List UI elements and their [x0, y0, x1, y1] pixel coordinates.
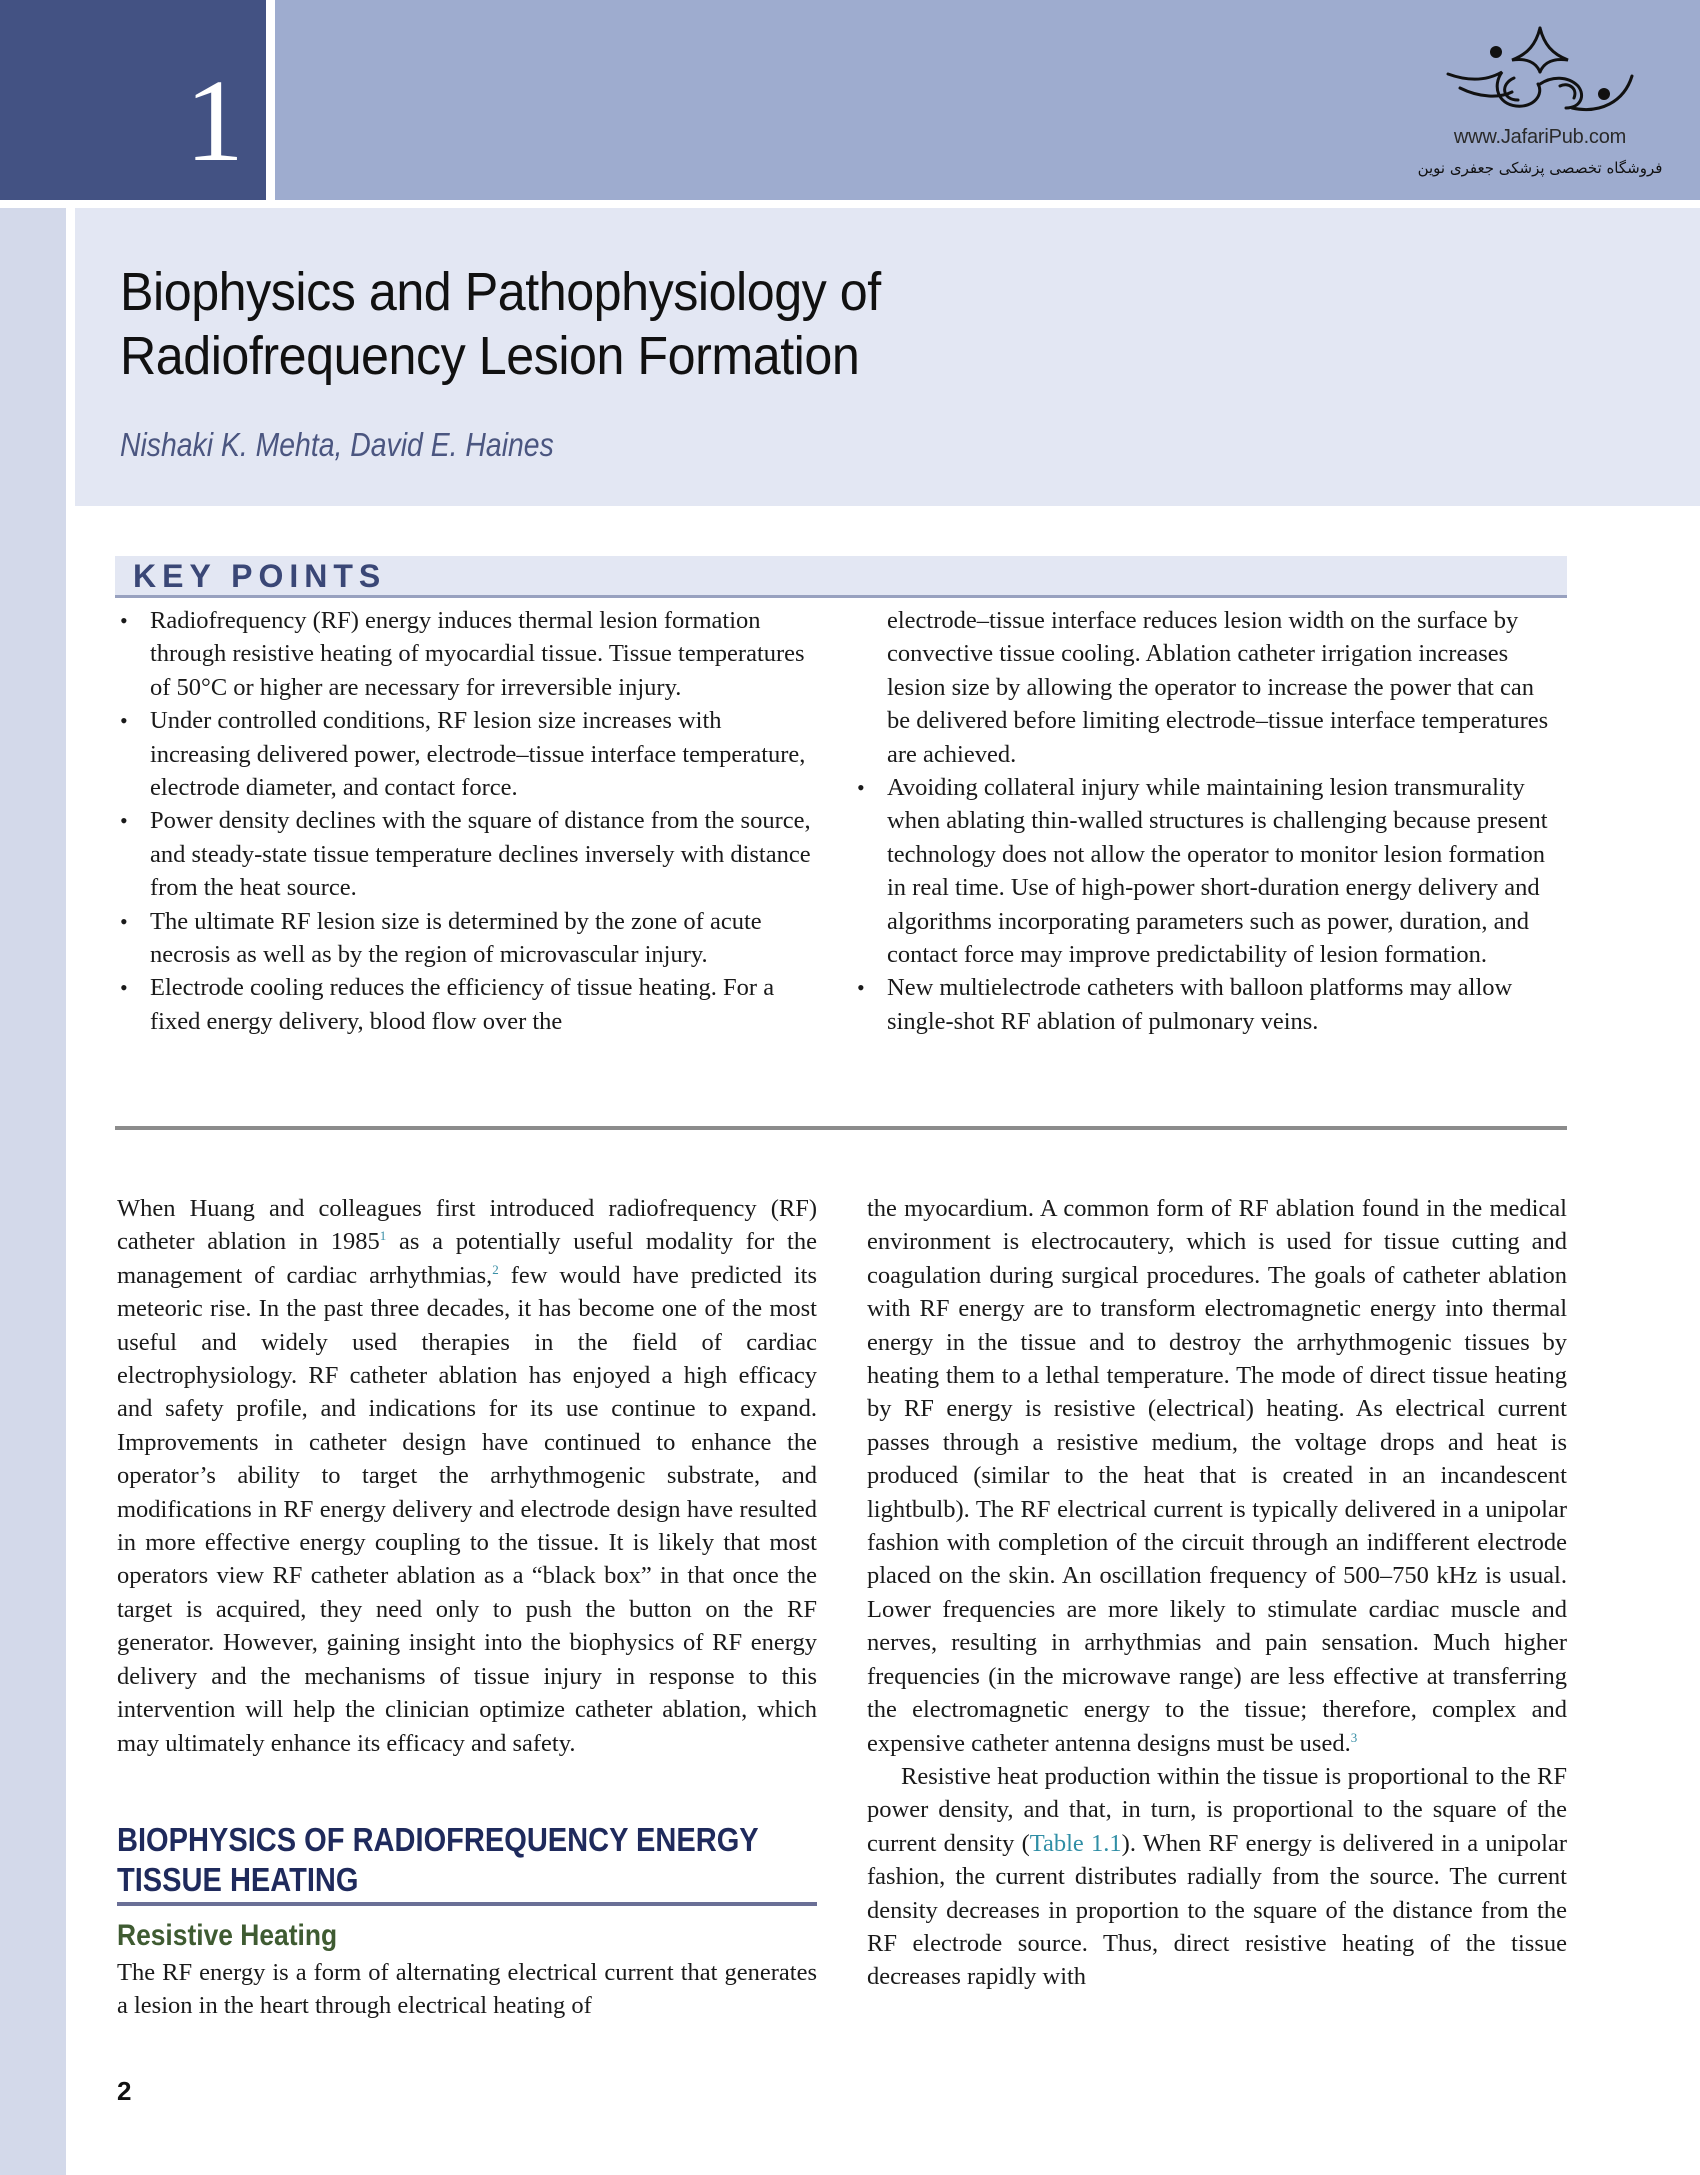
authors: Nishaki K. Mehta, David E. Haines: [120, 426, 554, 463]
chapter-title-line-1: Biophysics and Pathophysiology of: [120, 262, 881, 322]
chapter-title: [120, 260, 881, 388]
key-points-header: [115, 556, 1567, 598]
key-point-item: • Avoiding collateral injury while maintaining lesion transmurality when ablating thin-walled structures is challenging because present technology does not allow the operator to monitor lesion formation in real time. Use of high-power short-duration energy delivery and algorithms incorporating parameters such as power, duration, and contact force may improve predictability of lesion formation.: [852, 771, 1552, 971]
bullet-icon: •: [857, 975, 865, 1001]
key-points-left-column: [115, 604, 815, 1038]
key-point-item: • New multielectrode catheters with balloon platforms may allow single-shot RF ablation of pulmonary veins.: [852, 971, 1552, 1038]
chapter-number-block: [0, 0, 266, 200]
key-points-heading: KEY POINTS: [133, 558, 387, 594]
reference-link-1[interactable]: 1: [379, 1228, 387, 1244]
bullet-icon: •: [120, 608, 128, 633]
logo-tagline: فروشگاه تخصصی پزشکی جعفری نوین: [1417, 159, 1663, 177]
key-point-item: • The ultimate RF lesion size is determined by the zone of acute necrosis as well as by the region of microvascular injury.: [115, 905, 815, 972]
body-left-column: [117, 1192, 817, 2023]
power-density-paragraph: Resistive heat production within the tissue is proportional to the RF power density, and that, in turn, is proportional to the square of the current density (Table 1.1). When RF energy is delivered in a unipolar fashion, the current distributes radially from the source. The current density decreases in proportion to the square of the distance from the RF electrode source. Thus, direct resistive heating of the tissue decreases rapidly with: [867, 1762, 1567, 1991]
logo-url[interactable]: www.JafariPub.com: [1453, 126, 1627, 148]
page-number: 2: [117, 2076, 132, 2106]
key-point-item: • Power density declines with the square of distance from the source, and steady-state tissue temperature declines inversely with distance from the heat source.: [115, 804, 815, 904]
bullet-icon: •: [120, 975, 128, 1001]
chapter-number: 1: [185, 55, 244, 186]
key-points-right-column: [852, 604, 1552, 1038]
resistive-heating-paragraph-start: The RF energy is a form of alternating electrical current that generates a lesion in the heart through electrical heating of: [117, 1958, 817, 2020]
header-band: [275, 0, 1700, 200]
bullet-icon: •: [857, 775, 865, 801]
reference-link-3[interactable]: 3: [1350, 1729, 1358, 1745]
reference-link-2[interactable]: 2: [492, 1261, 499, 1277]
resistive-heating-paragraph-continued: the myocardium. A common form of RF ablation found in the medical environment is electrocautery, which is used for tissue cutting and coagulation during surgical procedures. The goals of catheter ablation with RF energy are to transform electromagnetic energy into thermal energy in the tissue and to destroy the arrhythmogenic tissues by heating them to a lethal temperature. The mode of direct tissue heating by RF energy is resistive (electrical) heating. As electrical current passes through a resistive medium, the voltage drops and heat is produced (similar to the heat that is created in an incandescent lightbulb). The RF electrical current is typically delivered in a unipolar fashion with completion of the circuit through an indifferent electrode placed on the skin. An oscillation frequency of 500–750 kHz is usual. Lower frequencies are more likely to stimulate cardiac muscle and nerves, resulting in arrhythmias and pain sensation. Much higher frequencies (in the microwave range) are less effective at transferring the electromagnetic energy to the tissue; therefore, complex and expensive catheter antenna designs must be used.$^3$: [867, 1195, 1567, 1757]
intro-paragraph: When Huang and colleagues first introduced radiofrequency (RF) catheter ablation in 1985$^1$ as a potentially useful modality for the management of cardiac arrhythmias,$^2$ few would have predicted its meteoric rise. In the past three decades, it has become one of the most useful and widely used therapies in the field of cardiac electrophysiology. RF catheter ablation has enjoyed a high efficacy and safety profile, and indications for its use continue to expand. Improvements in catheter design have continued to enhance the operator’s ability to target the arrhythmogenic substrate, and modifications in RF energy delivery and electrode design have resulted in more effective energy coupling to the tissue. It is likely that most operators view RF catheter ablation as a “black box” in that once the target is acquired, they need only to push the button on the RF generator. However, gaining insight into the biophysics of RF energy delivery and the mechanisms of tissue injury in response to this intervention will help the clinician optimize catheter ablation, which may ultimately enhance its efficacy and safety.: [117, 1195, 817, 1757]
key-points-bottom-rule: [115, 1126, 1567, 1130]
bullet-icon: •: [120, 808, 128, 834]
left-margin-strip: [0, 208, 66, 2175]
bullet-icon: •: [120, 908, 128, 934]
key-points-box: [115, 556, 1567, 1130]
key-point-continuation: electrode–tissue interface reduces lesion width on the surface by convective tissue cooling. Ablation catheter irrigation increases lesion size by allowing the operator to increase the power that can be delivered before limiting electrode–tissue interface temperatures are achieved.: [887, 607, 1549, 768]
title-panel: [75, 208, 1700, 506]
subsection-heading: Resistive Heating: [117, 1918, 338, 1952]
section-heading: BIOPHYSICS OF RADIOFREQUENCY ENERGY TISSUE HEATING: [117, 1820, 759, 1898]
jafaripub-calligraphy-logo-icon: [1440, 24, 1640, 124]
table-1-1-link[interactable]: Table 1.1: [1029, 1829, 1122, 1857]
bullet-icon: •: [120, 708, 128, 734]
section-heading-rule: [117, 1902, 817, 1906]
key-point-item: • Under controlled conditions, RF lesion size increases with increasing delivered power, electrode–tissue interface temperature, electrode diameter, and contact force.: [115, 704, 815, 804]
body-right-column: [867, 1192, 1567, 1994]
publisher-logo[interactable]: [1410, 24, 1670, 194]
key-point-item: • Electrode cooling reduces the efficiency of tissue heating. For a fixed energy delivery, blood flow over the: [115, 971, 815, 1038]
key-point-item: • Radiofrequency (RF) energy induces thermal lesion formation through resistive heating of myocardial tissue. Tissue temperatures of 50°C or higher are necessary for irreversible injury.: [115, 604, 815, 704]
chapter-title-line-2: Radiofrequency Lesion Formation: [120, 326, 860, 386]
